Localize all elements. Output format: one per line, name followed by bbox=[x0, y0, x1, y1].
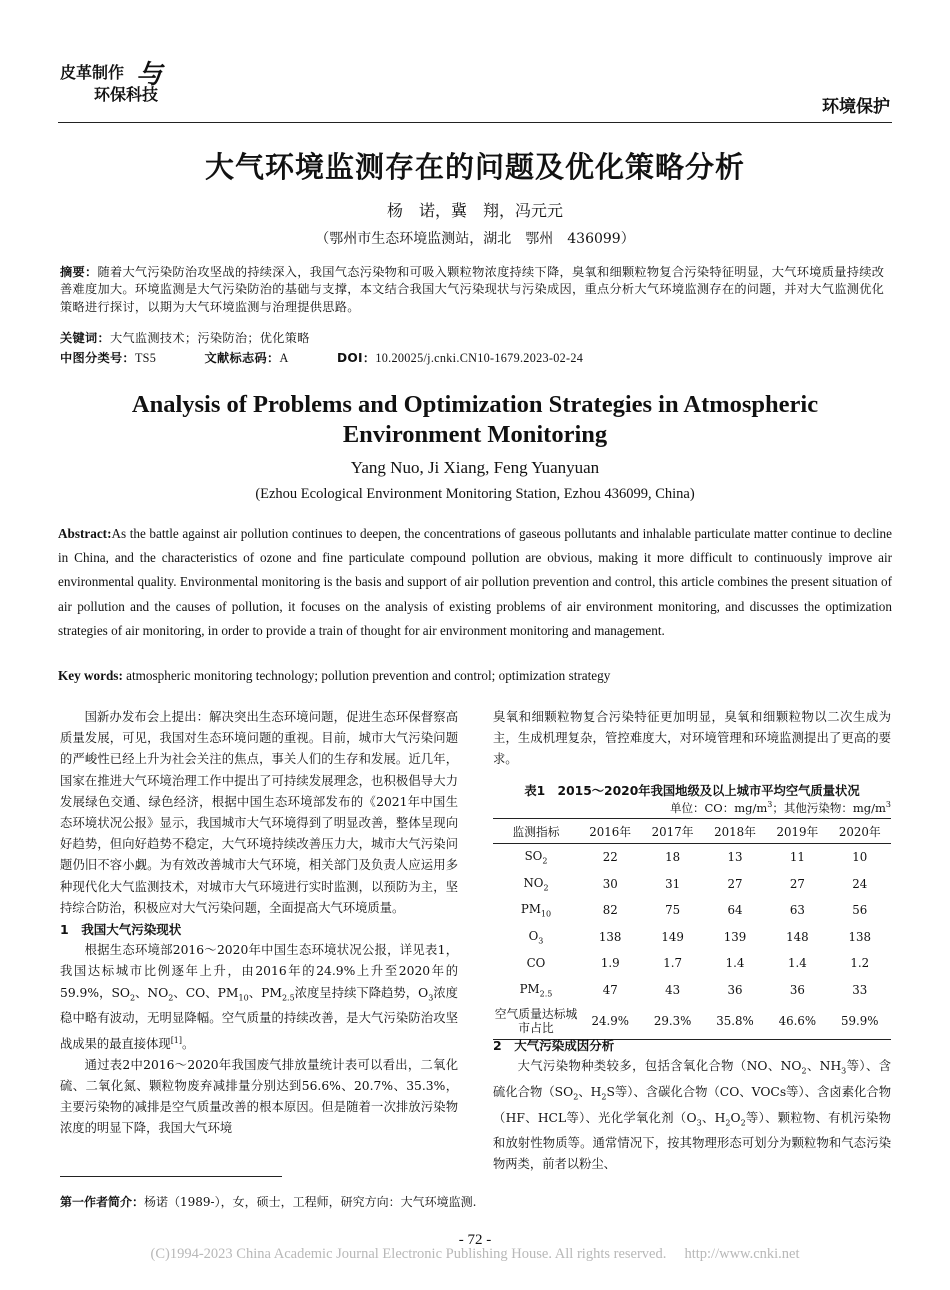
keywords-cn-label: 关键词： bbox=[60, 331, 110, 345]
table-cell: 43 bbox=[665, 982, 681, 997]
table-cell: 1.9 bbox=[600, 956, 620, 971]
table-cell: 35.8% bbox=[704, 1003, 766, 1040]
continued-paragraph: 臭氧和细颗粒物复合污染特征更加明显，臭氧和细颗粒物以二次生成为主，生成机理复杂，管控难度大，对环境管理和环境监测提出了更高的要求。 bbox=[493, 710, 891, 767]
keywords-en bbox=[58, 668, 610, 684]
section-2-paragraph-1: 大气污染物种类较多，包括含氧化合物（NO、$NO_2$、$NH_3$等）、含硫化合物（$SO_2$、$H_2S$等）、含碳化合物（CO、VOCs等）、含卤素化合物（HF、HCL等）、光化学氧化剂（$O_3$、$H_2O_2$等）、颗粒物、有机污染物和放射性物质等。通常情况下，按其物理形态可划分为颗粒物和气态污染物两类，前者以粉尘、 bbox=[493, 1059, 892, 1172]
table-cell: 30 bbox=[602, 876, 618, 891]
table-row-label: $PM_{2.5}$ bbox=[519, 981, 553, 998]
title-en bbox=[0, 390, 950, 450]
table-cell: 139 bbox=[723, 929, 747, 944]
abstract-en-label: Abstract: bbox=[58, 526, 112, 541]
reference-marker: [1] bbox=[170, 1035, 183, 1045]
clc-value: TS5 bbox=[134, 351, 157, 365]
table-row bbox=[493, 950, 891, 977]
footnote-text: 杨诺（1989-），女，硕士，工程师，研究方向：大气环境监测. bbox=[144, 1195, 477, 1209]
doc-code-label: 文献标志码： bbox=[204, 351, 280, 365]
page-number: - 72 - bbox=[458, 1232, 492, 1248]
table-cell: 1.7 bbox=[663, 956, 682, 971]
authors-cn: 杨 诺，冀 翔，冯元元 bbox=[386, 201, 563, 220]
journal-name-line2: 环保科技 bbox=[94, 85, 159, 104]
table-row bbox=[493, 977, 891, 1004]
abstract-cn-text: 随着大气污染防治攻坚战的持续深入，我国气态污染物和可吸入颗粒物浓度持续下降，臭氧和细颗粒物复合污染特征明显，大气环境质量持续改善难度加大。环境监测是大气污染防治的基础与支撑，本文结合我国大气污染现状与污染成因，重点分析大气环境监测存在的问题，并对大气监测优化策略进行探讨，以期为大气环境监测与治理提供思路。 bbox=[60, 265, 885, 314]
table-row bbox=[493, 871, 891, 898]
body-right-column-top bbox=[493, 707, 891, 771]
table-cell: 13 bbox=[727, 850, 743, 865]
table-cell: 10 bbox=[852, 850, 868, 865]
clc-label: 中图分类号： bbox=[60, 351, 135, 365]
table-unit: 单位：CO：$mg/m^3$；其他污染物：$mg/m^3$ bbox=[669, 800, 891, 815]
footnote-label: 第一作者简介： bbox=[60, 1195, 145, 1209]
table-caption: 表1 2015～2020年我国地级及以上城市平均空气质量状况 bbox=[524, 784, 860, 798]
table-header-cell: 2018年 bbox=[704, 819, 766, 844]
table-cell: 18 bbox=[665, 850, 681, 865]
abstract-en-text: As the battle against air pollution continues to deepen, the concentrations of gaseous pollutants and inhalable particulate matter continue to decline in China, and the characteristics of ozone and fine particulate compound pollution are obvious, making it more difficult to continuously improve air environmental quality. Environmental monitoring is the basis and support of air pollution prevention and control, this article combines the present situation of air pollution and the causes of pollution, it focuses on the analysis of existing problems of air environment monitoring, and discusses the optimization strategies of air monitoring, in order to provide a train of thought for air environment monitoring and management. bbox=[58, 526, 892, 638]
table-cell: 1.2 bbox=[850, 956, 870, 971]
doc-code-value: A bbox=[279, 351, 289, 365]
table-cell: 46.6% bbox=[766, 1003, 828, 1040]
section-1-heading: 1 我国大气污染现状 bbox=[60, 922, 182, 938]
table-cell: 11 bbox=[789, 850, 805, 865]
table-header-row bbox=[493, 819, 891, 844]
copyright-watermark: (C)1994-2023 China Academic Journal Electronic Publishing House. All rights reserved. http://www.cnki.net bbox=[150, 1246, 800, 1262]
table-cell: 29.3% bbox=[641, 1003, 703, 1040]
doi-label: DOI： bbox=[336, 351, 376, 365]
journal-logo bbox=[60, 60, 163, 106]
table-cell: 36 bbox=[789, 982, 805, 997]
table-cell: 24.9% bbox=[579, 1003, 641, 1040]
body-left-column bbox=[60, 707, 458, 1140]
table-cell: 33 bbox=[852, 982, 868, 997]
table-header-cell: 监测指标 bbox=[493, 819, 579, 844]
table-cell: 24 bbox=[852, 876, 868, 891]
section-1-paragraph-2: 通过表2中2016～2020年我国废气排放量统计表可以看出，二氧化硫、二氧化氮、颗粒物废弃减排量分别达到56.6%、20.7%、35.3%，主要污染物的减排是空气质量改善的根本原因。但是随着一次排放污染物浓度的明显下降，我国大气环境 bbox=[60, 1057, 458, 1136]
table-header-cell: 2019年 bbox=[766, 819, 828, 844]
table-cell: 75 bbox=[665, 903, 681, 918]
table-header-cell: 2017年 bbox=[641, 819, 703, 844]
table-cell: 27 bbox=[789, 876, 805, 891]
footnote-divider bbox=[60, 1176, 282, 1177]
table-row-label: $O_3$ bbox=[528, 928, 544, 945]
affiliation-cn: （鄂州市生态环境监测站，湖北 鄂州 436099） bbox=[315, 231, 635, 247]
keywords-cn bbox=[60, 330, 892, 347]
header-divider bbox=[58, 122, 892, 123]
table-cell: 64 bbox=[727, 903, 743, 918]
table-cell: 27 bbox=[727, 876, 743, 891]
section-2-heading: 2 大气污染成因分析 bbox=[493, 1038, 615, 1053]
table-row bbox=[493, 844, 891, 871]
section-label: 环境保护 bbox=[822, 97, 890, 117]
table-row bbox=[493, 924, 891, 951]
journal-name-line1: 皮革制作 bbox=[60, 63, 125, 82]
table-row-label: CO bbox=[526, 956, 546, 971]
table-cell: 148 bbox=[786, 929, 809, 944]
title-en-line2: Environment Monitoring bbox=[342, 421, 608, 448]
table-row-label: $NO_2$ bbox=[523, 875, 549, 892]
table-row bbox=[493, 897, 891, 924]
table-cell: 36 bbox=[727, 982, 743, 997]
authors-en: Yang Nuo, Ji Xiang, Feng Yuanyuan bbox=[350, 458, 600, 477]
table-cell: 22 bbox=[602, 850, 618, 865]
table-row-label: $PM_{10}$ bbox=[520, 902, 552, 919]
journal-logo-glyph: 与 bbox=[136, 60, 163, 90]
intro-paragraph: 国新办发布会上提出：解决突出生态环境问题，促进生态环保督察高质量发展，可见，我国对生态环境问题的重视。目前，城市大气污染问题的严峻性已经上升为社会关注的焦点，事关人们的生存和发展。近几年，国家在推进大气环境治理工作中提出了可持续发展理念，也积极倡导大力发展绿色交通、绿色经济，根据中国生态环境部发布的《2021年中国生态环境状况公报》显示，我国城市大气环境得到了明显改善，整体呈现向好趋势，但向好趋势不稳定，大气环境持续改善压力大，城市大气污染问题仍旧不容小觑。为有效改善城市大气环境，相关部门及负责人应运用多种现代化大气监测技术，对城市大气环境进行实时监测，以预防为主，坚持综合防治，积极应对大气污染问题，全面提高大气环境质量。 bbox=[60, 710, 458, 915]
keywords-en-label: Key words: bbox=[58, 668, 123, 683]
doi-value: 10.20025/j.cnki.CN10-1679.2023-02-24 bbox=[375, 351, 584, 365]
table-row-label: $SO_2$ bbox=[524, 849, 548, 866]
table-cell: 56 bbox=[852, 903, 868, 918]
table-cell: 1.4 bbox=[725, 956, 745, 971]
table-cell: 47 bbox=[602, 982, 618, 997]
abstract-cn bbox=[60, 264, 892, 316]
table-cell: 149 bbox=[661, 929, 684, 944]
author-footnote bbox=[60, 1193, 476, 1210]
table-cell: 138 bbox=[848, 929, 872, 944]
keywords-cn-text: 大气监测技术；污染防治；优化策略 bbox=[109, 331, 310, 345]
table-header-cell: 2020年 bbox=[829, 819, 891, 844]
table-cell: 138 bbox=[598, 929, 622, 944]
title-en-line1: Analysis of Problems and Optimization Strategies in Atmospheric bbox=[131, 391, 819, 418]
section-1-paragraph-1: 根据生态环境部2016～2020年中国生态环境状况公报，详见表1，我国达标城市比例逐年上升，由2016年的24.9%上升至2020年的59.9%，$SO_2$、$NO_2$、CO、$PM_{10}$、$PM_{2.5}$浓度呈持续下降趋势，$O_3$浓度稳中略有波动，无明显降幅。空气质量的持续改善，是大气污染防治攻坚战成果的最直接体现[1]。 bbox=[60, 943, 458, 1051]
table-header-cell: 2016年 bbox=[579, 819, 641, 844]
table-cell: 31 bbox=[665, 876, 681, 891]
table-row-label: 空气质量达标城市占比 bbox=[493, 1003, 579, 1040]
air-quality-table bbox=[493, 818, 891, 1040]
affiliation-en: (Ezhou Ecological Environment Monitoring Station, Ezhou 436099, China) bbox=[255, 486, 695, 502]
body-right-column-bottom bbox=[493, 1035, 891, 1176]
title-cn: 大气环境监测存在的问题及优化策略分析 bbox=[204, 150, 745, 184]
keywords-en-text: atmospheric monitoring technology; pollution prevention and control; optimization strategy bbox=[122, 668, 611, 683]
classification-line bbox=[60, 350, 892, 367]
table-cell: 63 bbox=[789, 903, 805, 918]
abstract-cn-label: 摘要： bbox=[60, 265, 98, 279]
table-cell: 82 bbox=[602, 903, 618, 918]
table-cell: 59.9% bbox=[829, 1003, 891, 1040]
table-cell: 1.4 bbox=[787, 956, 807, 971]
abstract-en bbox=[58, 522, 892, 643]
